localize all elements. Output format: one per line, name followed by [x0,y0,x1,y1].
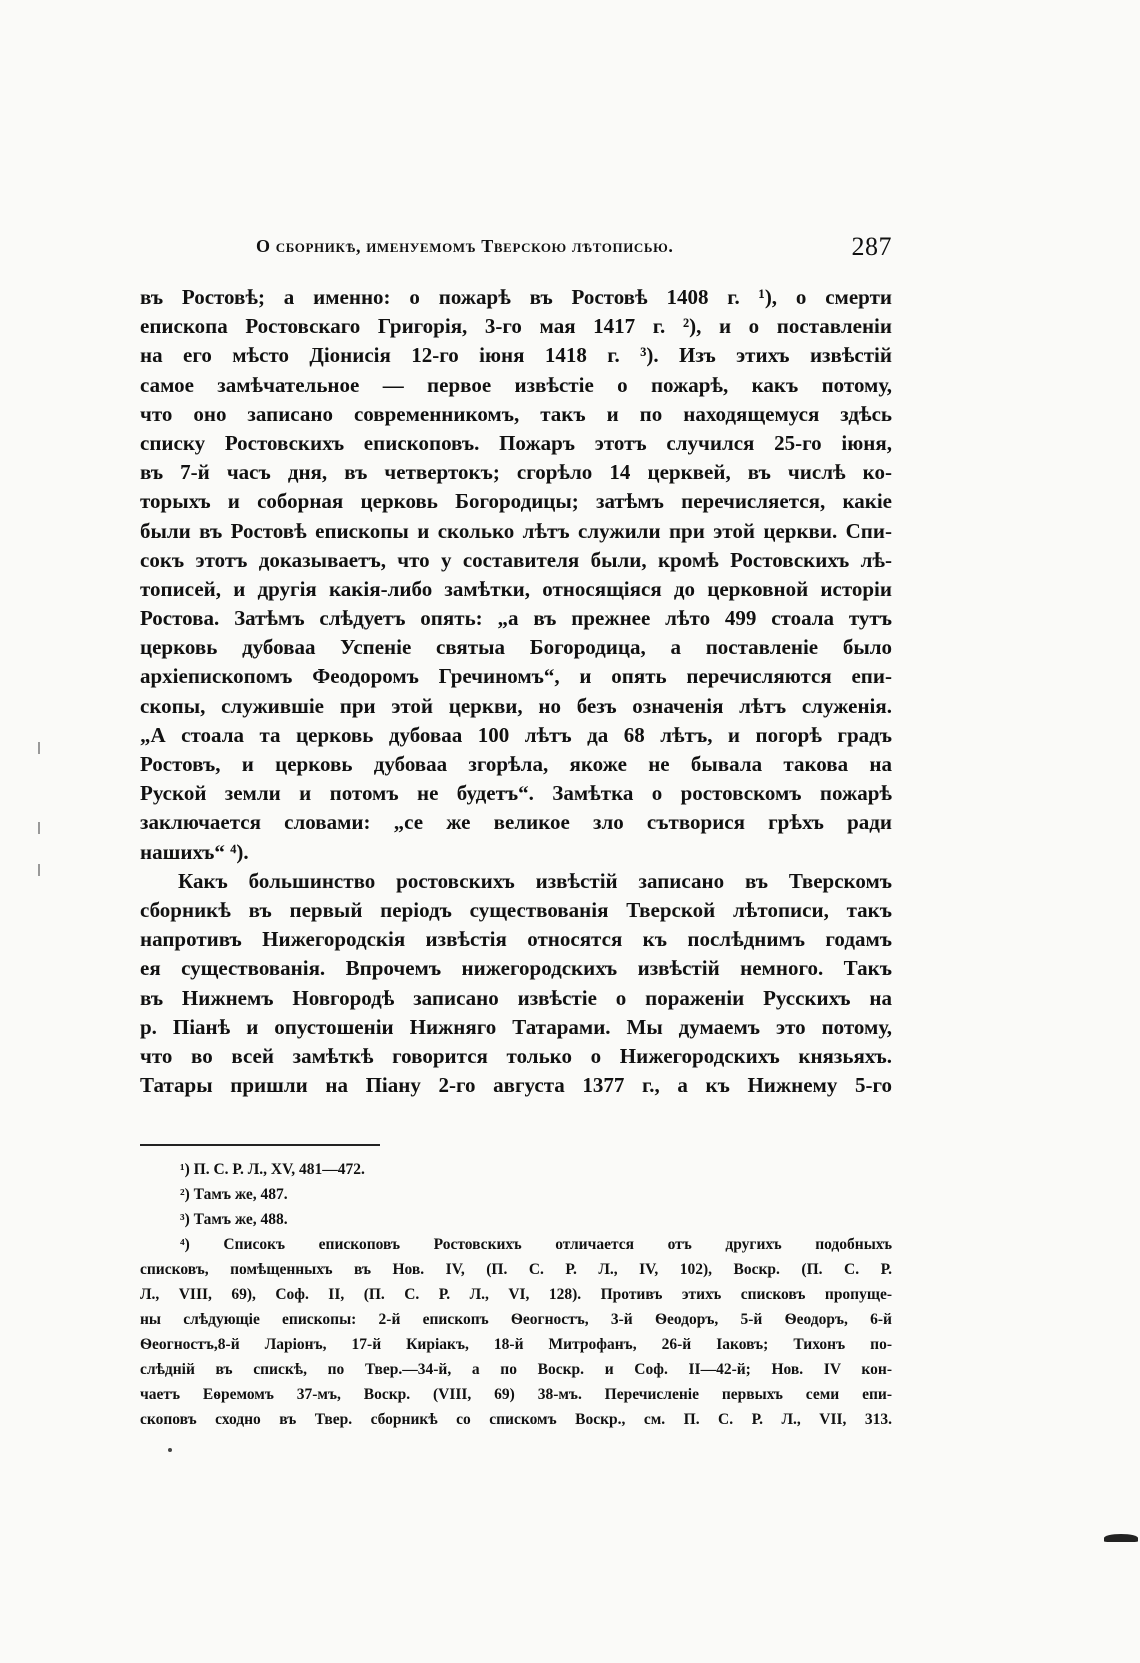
footnote-4: ⁴) Списокъ епископовъ Ростовскихъ отличается отъ другихъ подобныхъ [180,1236,892,1253]
text-line: „А стоала та церковь дубоваа 100 лѣтъ да 68 лѣтъ, и погорѣ градъ [140,722,892,747]
text-line: ея существованія. Впрочемъ нижегородскихъ извѣстій немного. Такъ [140,956,892,981]
text-line: напротивъ Нижегородскія извѣстія относятся къ послѣднимъ годамъ [140,927,892,952]
footnote-4-line: списковъ, помѣщенныхъ въ Нов. IV, (П. С. Р. Л., IV, 102), Воскр. (П. С. Р. [140,1261,892,1278]
margin-mark [38,822,40,834]
footnote-4-line: скоповъ сходно въ Твер. сборникѣ со спискомъ Воскр., см. П. С. Р. Л., VII, 313. [140,1411,892,1428]
page-header [256,232,892,266]
text-line: Ростова. Затѣмъ слѣдуетъ опять: „а въ прежнее лѣто 499 стоала тутъ [140,606,892,631]
footnote-4-line: чаетъ Еѳремомъ 37-мъ, Воскр. (VIII, 69) 38-мъ. Перечисленіе первыхъ семи епи- [140,1386,892,1403]
footnote-4-line: Ѳеогностъ,8-й Ларіонъ, 17-й Киріакъ, 18-й Митрофанъ, 26-й Іаковъ; Тихонъ по- [140,1336,892,1353]
main-text [140,283,892,1100]
footnote-3: ³) Тамъ же, 488. [180,1211,288,1228]
text-line: архіепископомъ Феодоромъ Гречиномъ“, и опять перечисляются епи- [140,664,892,689]
text-line: были въ Ростовѣ епископы и сколько лѣтъ служили при этой церкви. Спи- [140,518,892,543]
text-line: Руской земли и потомъ не будетъ“. Замѣтка о ростовскомъ пожарѣ [140,781,892,806]
text-line: церковь дубоваа Успеніе святыа Богородица, а поставленіе было [140,635,892,660]
text-line: въ Ростовѣ; а именно: о пожарѣ въ Ростовѣ 1408 г. ¹), о смерти [140,285,892,309]
text-line: списку Ростовскихъ епископовъ. Пожаръ этотъ случился 25-го іюня, [140,430,892,455]
text-line: что во всей замѣткѣ говорится только о Нижегородскихъ князьяхъ. [140,1043,892,1068]
text-line: торыхъ и соборная церковь Богородицы; затѣмъ перечисляется, какіе [140,489,892,514]
page-number: 287 [851,232,892,261]
text-line: Ростовъ, и церковь дубоваа згорѣла, якоже не бывала такова на [140,752,892,776]
text-line: самое замѣчательное — первое извѣстіе о пожарѣ, какъ потому, [140,372,892,397]
text-line: сборникѣ въ первый періодъ существованія Тверской лѣтописи, такъ [140,897,892,922]
footnote-4-line: ны слѣдующіе епископы: 2-й епископъ Ѳеогностъ, 3-й Ѳеодоръ, 5-й Ѳеодоръ, 6-й [140,1311,892,1328]
running-title: О сборникѣ, именуемомъ Тверскою лѣтописью. [256,236,674,256]
text-line: въ 7-й часъ дня, въ четвертокъ; сгорѣло 14 церквей, въ числѣ ко- [140,460,892,485]
page-edge-mark [1104,1534,1138,1542]
margin-mark [38,742,40,754]
text-line: въ Нижнемъ Новгородѣ записано извѣстіе о пораженіи Русскихъ на [140,985,892,1010]
text-line: на его мѣсто Діонисія 12-го іюня 1418 г. ³). Изъ этихъ извѣстій [140,343,892,368]
footnote-4-line: Л., VIII, 69), Соф. II, (П. С. Р. Л., VI, 128). Противъ этихъ списковъ пропуще- [140,1286,892,1303]
footnote-4-line: слѣдній въ спискѣ, по Твер.—34-й, а по Воскр. и Соф. II—42-й; Нов. IV кон- [140,1361,892,1378]
footnote-2: ²) Тамъ же, 487. [180,1186,288,1203]
text-line: тописей, и другія какія-либо замѣтки, относящіяся до церковной исторіи [140,576,892,601]
text-line: р. Піанѣ и опустошеніи Нижняго Татарами. Мы думаемъ это потому, [140,1014,892,1039]
text-line: сокъ этотъ доказываетъ, что у составителя были, кромѣ Ростовскихъ лѣ- [140,547,892,572]
stray-dot [168,1448,172,1452]
footnote-divider [140,1144,380,1146]
text-line: заключается словами: „се же великое зло сътворися грѣхъ ради [140,810,892,835]
text-line: Какъ большинство ростовскихъ извѣстій записано въ Тверскомъ [178,868,892,893]
text-line: что оно записано современникомъ, такъ и по находящемуся здѣсь [140,401,892,426]
margin-mark [38,864,40,876]
text-line: нашихъ“ ⁴). [140,839,249,864]
footnotes [140,1157,892,1432]
text-line: епископа Ростовскаго Григорія, 3-го мая 1417 г. ²), и о поставленіи [140,314,892,339]
text-line: Татары пришли на Піану 2-го августа 1377 г., а къ Нижнему 5-го [140,1073,892,1098]
footnote-1: ¹) П. С. Р. Л., XV, 481—472. [180,1161,365,1178]
text-line: скопы, служившіе при этой церкви, но безъ означенія лѣтъ служенія. [140,693,892,718]
